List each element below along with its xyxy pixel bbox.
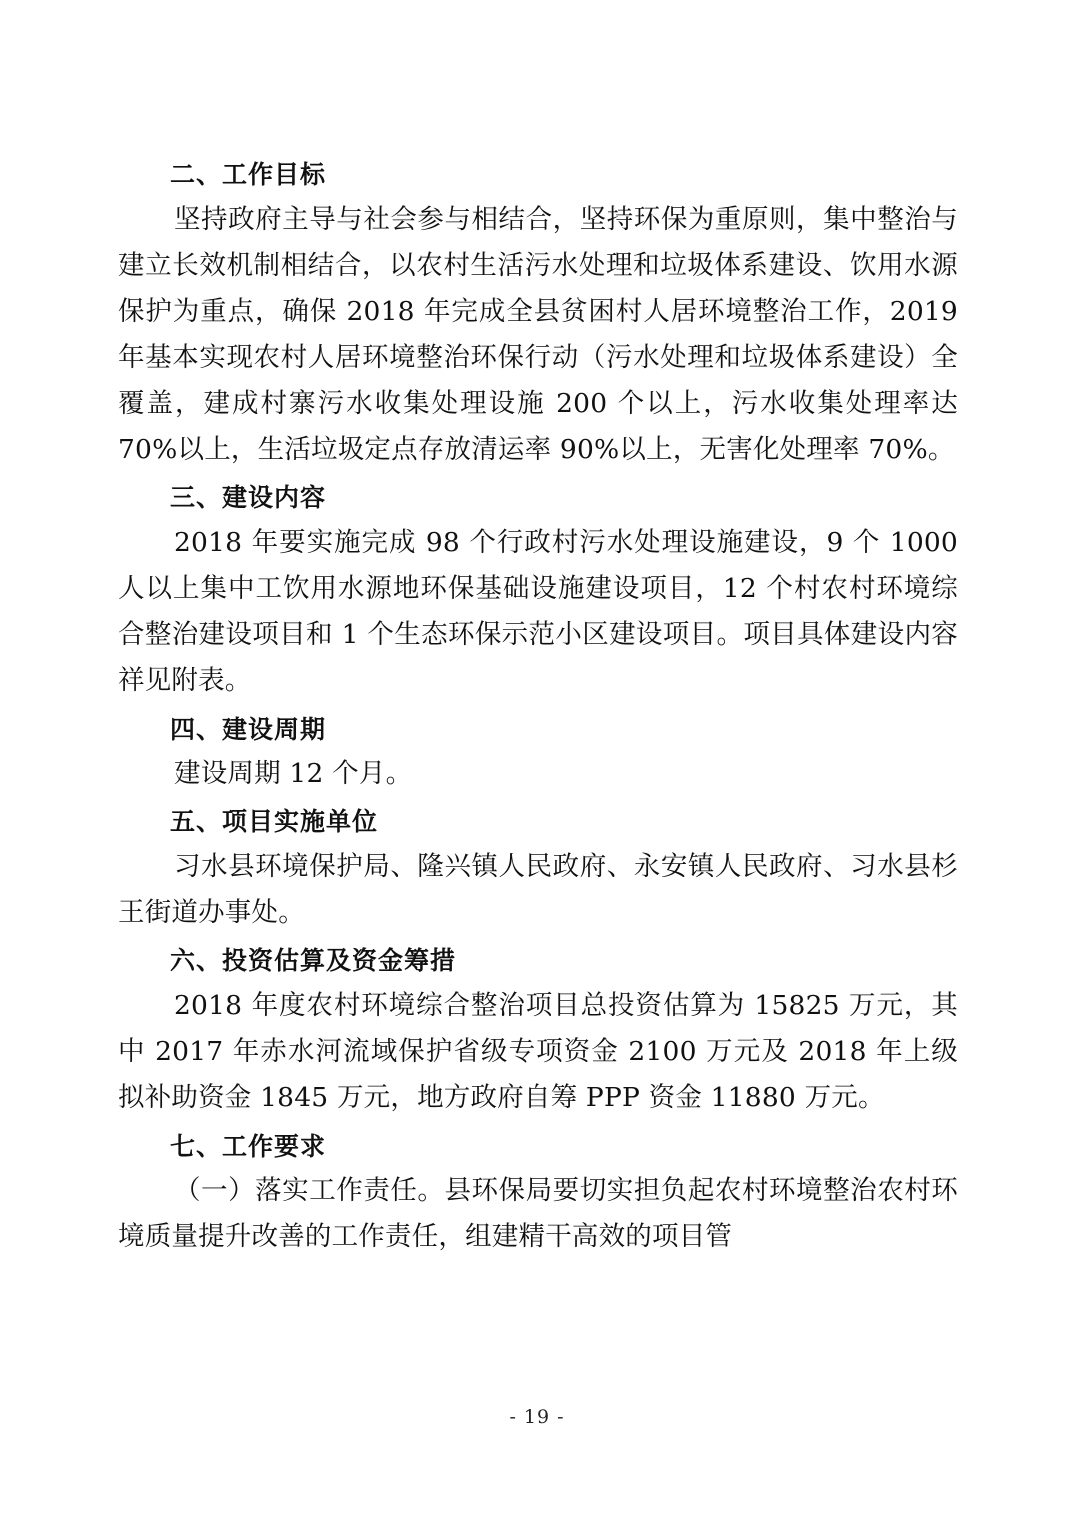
document-body (118, 156, 958, 1260)
paragraph-construction-content: 2018 年要实施完成 98 个行政村污水处理设施建设，9 个 1000 人以上集中工饮用水源地环保基础设施建设项目，12 个村农村环境综合整治建设项目和 1 个生态环保示范小区建设项目。项目具体建设内容祥见附表。 (118, 527, 958, 697)
section-heading-work-requirements: 七、工作要求 (170, 1131, 327, 1161)
section-heading-implementing-units: 五、项目实施单位 (170, 807, 379, 837)
page-number: - 19 - (509, 1406, 565, 1428)
section-heading-investment-estimate: 六、投资估算及资金筹措 (170, 946, 457, 976)
paragraph-construction-period: 建设周期 12 个月。 (174, 758, 413, 790)
paragraph-implementing-units: 习水县环境保护局、隆兴镇人民政府、永安镇人民政府、习水县杉王街道办事处。 (118, 851, 958, 929)
paragraph-work-requirements: （一）落实工作责任。县环保局要切实担负起农村环境整治农村环境质量提升改善的工作责任，组建精干高效的项目管 (118, 1175, 958, 1253)
paragraph-investment-estimate: 2018 年度农村环境综合整治项目总投资估算为 15825 万元，其中 2017 年赤水河流域保护省级专项资金 2100 万元及 2018 年上级拟补助资金 1845 万元，地方政府自筹 PPP 资金 11880 万元。 (118, 990, 958, 1114)
section-heading-construction-period: 四、建设周期 (170, 714, 327, 744)
section-heading-work-objectives: 二、工作目标 (170, 160, 327, 189)
paragraph-work-objectives: 坚持政府主导与社会参与相结合，坚持环保为重原则，集中整治与建立长效机制相结合，以农村生活污水处理和垃圾体系建设、饮用水源保护为重点，确保 2018 年完成全县贫困村人居环境整治工作，2019 年基本实现农村人居环境整治环保行动（污水处理和垃圾体系建设）全覆盖，建成村寨污水收集处理设施 200 个以上，污水收集处理率达 70%以上，生活垃圾定点存放清运率 90%以上，无害化处理率 70%。 (118, 203, 958, 466)
section-heading-construction-content: 三、建设内容 (170, 483, 327, 513)
